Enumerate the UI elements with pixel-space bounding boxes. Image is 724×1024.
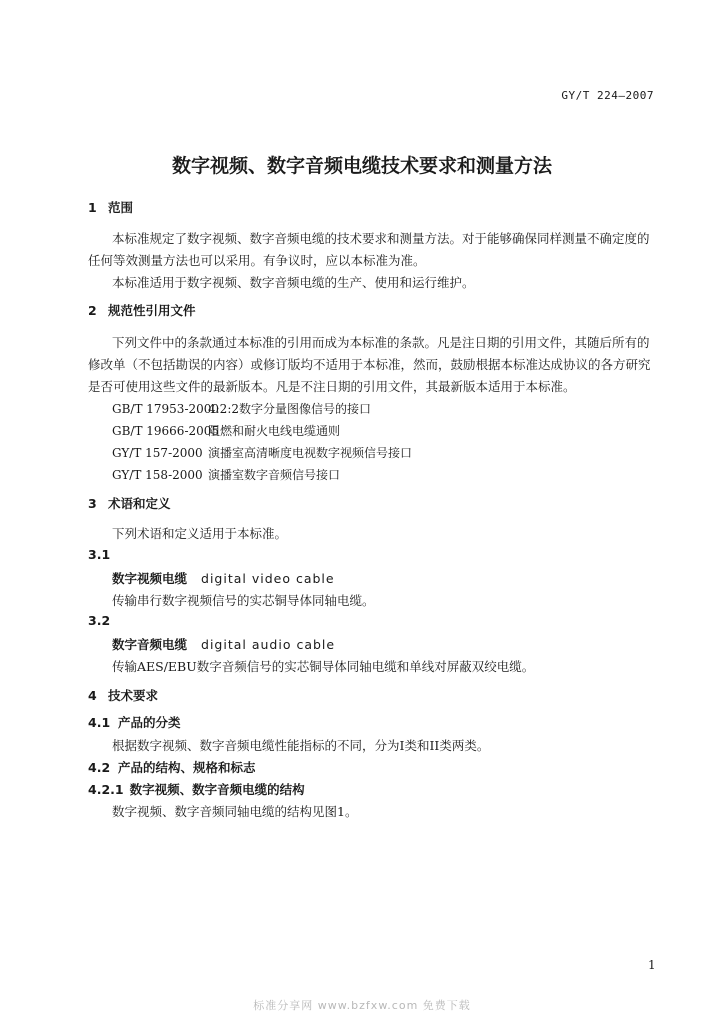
subsection-number: 4.1 [88, 715, 111, 730]
term-entry [112, 569, 335, 587]
reference-item [112, 444, 412, 461]
term-definition: 传输AES/EBU数字音频信号的实芯铜导体同轴电缆和单线对屏蔽双绞电缆。 [112, 659, 535, 674]
term-english: digital video cable [201, 571, 335, 586]
term-number: 3.1 [88, 547, 111, 562]
section-4-heading [88, 686, 158, 704]
paragraph: 本标准适用于数字视频、数字音频电缆的生产、使用和运行维护。 [112, 275, 475, 290]
section-number: 4 [88, 688, 97, 703]
standard-number: GY/T 224—2007 [561, 89, 654, 102]
section-number: 2 [88, 303, 97, 318]
paragraph: 下列文件中的条款通过本标准的引用而成为本标准的条款。凡是注日期的引用文件，其随后所有的 [112, 335, 650, 350]
paragraph: 根据数字视频、数字音频电缆性能指标的不同，分为I类和II类两类。 [112, 738, 490, 753]
subsection-number: 4.2.1 [88, 782, 124, 797]
term-chinese: 数字视频电缆 [112, 571, 188, 586]
subsection-4-2-1-heading [88, 780, 305, 798]
reference-title: 演播室数字音频信号接口 [208, 468, 341, 482]
document-title: 数字视频、数字音频电缆技术要求和测量方法 [171, 155, 552, 177]
reference-code: GB/T 17953-2000 [112, 402, 220, 416]
term-english: digital audio cable [201, 637, 336, 652]
reference-code: GB/T 19666-2005 [112, 424, 220, 438]
subsection-title: 产品的结构、规格和标志 [118, 760, 256, 775]
paragraph: 任何等效测量方法也可以采用。有争议时，应以本标准为准。 [88, 253, 426, 268]
paragraph: 下列术语和定义适用于本标准。 [112, 526, 288, 541]
term-number: 3.2 [88, 613, 111, 628]
reference-item [112, 400, 371, 417]
paragraph: 修改单（不包括勘误的内容）或修订版均不适用于本标准，然而，鼓励根据本标准达成协议的各方研究 [88, 357, 651, 372]
reference-item [112, 422, 340, 439]
section-title: 术语和定义 [108, 496, 171, 511]
subsection-title: 数字视频、数字音频电缆的结构 [129, 782, 305, 797]
reference-title: 演播室高清晰度电视数字视频信号接口 [208, 446, 413, 460]
section-3-heading [88, 494, 171, 512]
subsection-4-2-heading [88, 758, 256, 776]
reference-item [112, 466, 340, 483]
paragraph: 是否可使用这些文件的最新版本。凡是不注日期的引用文件，其最新版本适用于本标准。 [88, 379, 576, 394]
reference-title: 阻燃和耐火电线电缆通则 [208, 424, 341, 438]
reference-title: 4:2:2数字分量图像信号的接口 [208, 402, 371, 416]
section-title: 规范性引用文件 [108, 303, 196, 318]
term-definition: 传输串行数字视频信号的实芯铜导体同轴电缆。 [112, 593, 375, 608]
reference-code: GY/T 158-2000 [112, 468, 203, 482]
footer-watermark: 标准分享网 www.bzfxw.com 免费下载 [253, 999, 471, 1012]
term-chinese: 数字音频电缆 [112, 637, 188, 652]
section-title: 技术要求 [108, 688, 159, 703]
subsection-number: 4.2 [88, 760, 111, 775]
section-number: 1 [88, 200, 97, 215]
section-title: 范围 [108, 200, 134, 215]
section-1-heading [88, 198, 133, 216]
page-number: 1 [648, 958, 656, 972]
subsection-title: 产品的分类 [118, 715, 181, 730]
section-number: 3 [88, 496, 97, 511]
reference-code: GY/T 157-2000 [112, 446, 203, 460]
subsection-4-1-heading [88, 713, 181, 731]
section-2-heading [88, 301, 196, 319]
paragraph: 本标准规定了数字视频、数字音频电缆的技术要求和测量方法。对于能够确保同样测量不确定度的 [112, 231, 650, 246]
term-entry [112, 635, 335, 653]
paragraph: 数字视频、数字音频同轴电缆的结构见图1。 [112, 804, 358, 819]
